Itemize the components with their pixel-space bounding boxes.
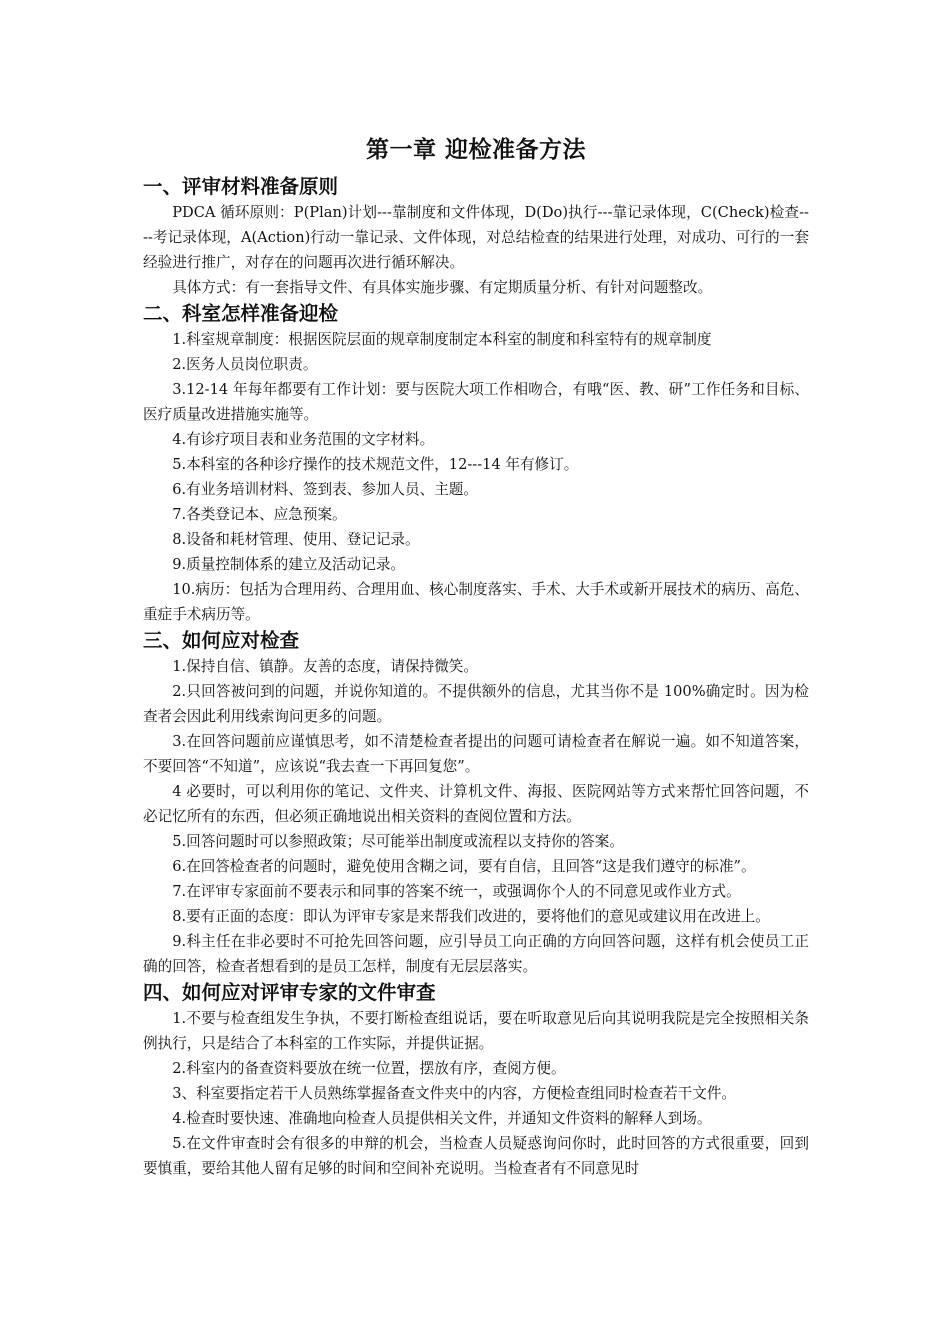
list-item: 3.12-14 年每年都要有工作计划：要与医院大项工作相吻合，有哦“医、教、研”工作任务和目标、医疗质量改进措施实施等。 xyxy=(143,381,809,423)
list-item: 1.科室规章制度：根据医院层面的规章制度制定本科室的制度和科室特有的规章制度 xyxy=(172,331,712,348)
list-item: 4.检查时要快速、准确地向检查人员提供相关文件，并通知文件资料的解释人到场。 xyxy=(172,1110,712,1127)
section-document-review xyxy=(143,979,809,1181)
list-item: 2.科室内的备查资料要放在统一位置，摆放有序，查阅方便。 xyxy=(172,1060,566,1077)
list-item: 3、科室要指定若干人员熟练掌握备查文件夹中的内容，方便检查组同时检查若干文件。 xyxy=(172,1085,737,1102)
list-item: 1.不要与检查组发生争执，不要打断检查组说话，要在听取意见后向其说明我院是完全按照相关条例执行，只是结合了本科室的工作实际，并提供证据。 xyxy=(143,1010,809,1052)
section-handling-inspection xyxy=(143,627,809,979)
list-item: 5.在文件审查时会有很多的申辩的机会，当检查人员疑惑询问你时，此时回答的方式很重要，回到要慎重，要给其他人留有足够的时间和空间补充说明。当检查者有不同意见时 xyxy=(143,1135,809,1177)
section-heading: 二、科室怎样准备迎检 xyxy=(143,302,339,325)
list-item: 9.科主任在非必要时不可抢先回答问题，应引导员工向正确的方向回答问题，这样有机会使员工正确的回答，检查者想看到的是员工怎样，制度有无层层落实。 xyxy=(143,933,809,975)
list-item: 4.有诊疗项目表和业务范围的文字材料。 xyxy=(172,431,435,448)
section-department-preparation xyxy=(143,300,809,627)
list-item: 6.有业务培训材料、签到表、参加人员、主题。 xyxy=(172,481,478,498)
section-material-principles xyxy=(143,173,809,300)
paragraph: 具体方式：有一套指导文件、有具体实施步骤、有定期质量分析、有针对问题整改。 xyxy=(172,279,713,296)
paragraph: PDCA 循环原则：P(Plan)计划---靠制度和文件体现，D(Do)执行---靠记录体现，C(Check)检查----考记录体现，A(Action)行动一靠记录、文件体现，对总结检查的结果进行处理，对成功、可行的一套经验进行推广，对存在的问题再次进行循环解决。 xyxy=(143,204,809,271)
list-item: 1.保持自信、镇静。友善的态度，请保持微笑。 xyxy=(172,658,478,675)
list-item: 8.设备和耗材管理、使用、登记记录。 xyxy=(172,531,420,548)
section-heading: 一、评审材料准备原则 xyxy=(143,175,339,198)
list-item: 7.在评审专家面前不要表示和同事的答案不统一，或强调你个人的不同意见或作业方式。 xyxy=(172,883,741,900)
list-item: 4 必要时，可以利用你的笔记、文件夹、计算机文件、海报、医院网站等方式来帮忙回答问题，不必记忆所有的东西，但必须正确地说出相关资料的查阅位置和方法。 xyxy=(143,783,809,825)
list-item: 7.各类登记本、应急预案。 xyxy=(172,506,347,523)
document-body xyxy=(143,134,809,1181)
page-title: 第一章 迎检准备方法 xyxy=(365,136,586,163)
list-item: 10.病历：包括为合理用药、合理用血、核心制度落实、手术、大手术或新开展技术的病历、高危、重症手术病历等。 xyxy=(143,581,809,623)
list-item: 5.本科室的各种诊疗操作的技术规范文件，12---14 年有修订。 xyxy=(172,456,579,473)
list-item: 2.只回答被问到的问题，并说你知道的。不提供额外的信息，尤其当你不是 100%确定时。因为检查者会因此利用线索询问更多的问题。 xyxy=(143,683,809,725)
section-heading: 四、如何应对评审专家的文件审查 xyxy=(143,981,436,1004)
list-item: 8.要有正面的态度：即认为评审专家是来帮我们改进的，要将他们的意见或建议用在改进上。 xyxy=(172,908,770,925)
list-item: 3.在回答问题前应谨慎思考，如不清楚检查者提出的问题可请检查者在解说一遍。如不知道答案，不要回答“不知道”，应该说“我去查一下再回复您”。 xyxy=(143,733,809,775)
section-heading: 三、如何应对检查 xyxy=(143,629,300,652)
list-item: 2.医务人员岗位职责。 xyxy=(172,356,318,373)
list-item: 9.质量控制体系的建立及活动记录。 xyxy=(172,556,406,573)
list-item: 6.在回答检查者的问题时，避免使用含糊之词，要有自信，且回答“这是我们遵守的标准”。 xyxy=(172,858,756,875)
list-item: 5.回答问题时可以参照政策；尽可能举出制度或流程以支持你的答案。 xyxy=(172,833,624,850)
